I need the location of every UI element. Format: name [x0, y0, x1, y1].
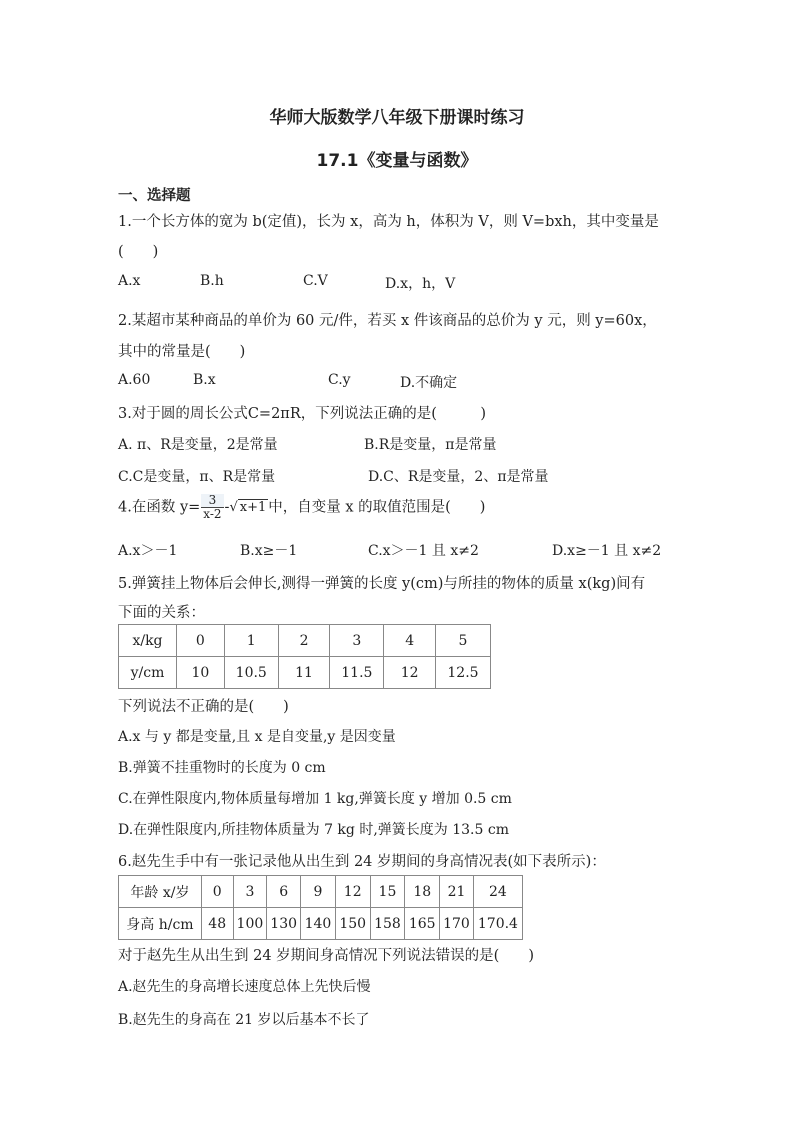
q4-prefix: 4.在函数 y=	[118, 499, 201, 516]
table-cell: 10	[176, 657, 224, 689]
table-row	[119, 908, 523, 940]
q4-minus: -	[224, 499, 230, 516]
q4-sqrt: √ x+1	[229, 500, 267, 515]
q4-fraction	[201, 494, 223, 521]
q4-text	[118, 494, 485, 521]
q4-option-b: B.x≥－1	[240, 543, 298, 559]
q3-option-a: A. π、R是变量，2是常量	[118, 437, 278, 453]
page-title: 华师大版数学八年级下册课时练习	[269, 108, 525, 128]
table-cell: 170	[440, 908, 474, 940]
q1-option-a: A.x	[118, 273, 141, 289]
height-table	[118, 875, 523, 940]
table-cell: 165	[405, 908, 440, 940]
table-cell: 0	[176, 625, 224, 657]
q6-text-line2: 对于赵先生从出生到 24 岁期间身高情况下列说法错误的是( )	[118, 948, 534, 964]
table-cell: 21	[440, 876, 474, 908]
table-cell: 158	[370, 908, 405, 940]
section-heading: 一、选择题	[118, 188, 191, 204]
table-cell: x/kg	[119, 625, 177, 657]
spring-table	[118, 624, 491, 689]
table-cell: 150	[335, 908, 370, 940]
table-cell: 1	[224, 625, 278, 657]
q2-option-d: D.不确定	[400, 375, 458, 391]
q6-option-a: A.赵先生的身高增长速度总体上先快后慢	[118, 979, 371, 995]
table-cell: 11	[278, 657, 330, 689]
q3-option-c: C.C是变量，π、R是常量	[118, 469, 276, 485]
table-cell: 3	[233, 876, 267, 908]
table-cell: 4	[384, 625, 436, 657]
table-cell: 年龄 x/岁	[119, 876, 202, 908]
q2-option-a: A.60	[118, 372, 151, 388]
q3-option-b: B.R是变量，π是常量	[364, 437, 497, 453]
q3-text: 3.对于圆的周长公式C=2πR，下列说法正确的是( )	[118, 406, 487, 422]
q5-option-c: C.在弹性限度内,物体质量每增加 1 kg,弹簧长度 y 增加 0.5 cm	[118, 791, 512, 807]
q1-text-line1: 1.一个长方体的宽为 b(定值)，长为 x，高为 h，体积为 V，则 V=bxh，其中变量是	[118, 214, 659, 230]
table-cell: 24	[473, 876, 522, 908]
table-cell: 10.5	[224, 657, 278, 689]
table-cell: 18	[405, 876, 440, 908]
q6-text-line1: 6.赵先生手中有一张记录他从出生到 24 岁期间的身高情况表(如下表所示)：	[118, 854, 606, 870]
q4-option-c: C.x＞－1 且 x≠2	[368, 543, 479, 559]
q5-option-d: D.在弹性限度内,所挂物体质量为 7 kg 时,弹簧长度为 13.5 cm	[118, 822, 509, 838]
q4-fraction-numerator: 3	[201, 494, 223, 508]
q2-text-line2: 其中的常量是( )	[118, 344, 246, 360]
table-cell: 130	[267, 908, 301, 940]
q5-text-line3: 下列说法不正确的是( )	[118, 699, 289, 715]
table-cell: 6	[267, 876, 301, 908]
table-cell: 3	[330, 625, 384, 657]
table-cell: 12.5	[435, 657, 490, 689]
table-cell: 12	[384, 657, 436, 689]
q2-text-line1: 2.某超市某种商品的单价为 60 元/件，若买 x 件该商品的总价为 y 元，则 y=60x，	[118, 313, 657, 329]
table-cell: 2	[278, 625, 330, 657]
table-cell: 身高 h/cm	[119, 908, 202, 940]
lesson-subtitle: 17.1《变量与函数》	[316, 151, 478, 171]
q4-suffix: 中，自变量 x 的取值范围是( )	[268, 499, 486, 516]
table-row	[119, 625, 491, 657]
table-cell: 12	[335, 876, 370, 908]
table-row	[119, 876, 523, 908]
table-cell: 140	[301, 908, 336, 940]
q5-option-a: A.x 与 y 都是变量,且 x 是自变量,y 是因变量	[118, 729, 396, 745]
q6-option-b: B.赵先生的身高在 21 岁以后基本不长了	[118, 1012, 370, 1028]
q1-text-line2: ( )	[118, 244, 159, 260]
q3-option-d: D.C、R是变量，2、π是常量	[368, 469, 549, 485]
table-cell: 15	[370, 876, 405, 908]
q5-option-b: B.弹簧不挂重物时的长度为 0 cm	[118, 760, 326, 776]
q4-option-d: D.x≥－1 且 x≠2	[552, 543, 662, 559]
q5-text-line2: 下面的关系：	[118, 605, 205, 621]
q4-radicand: x+1	[239, 500, 267, 515]
q1-option-b: B.h	[200, 273, 224, 289]
table-cell: 9	[301, 876, 336, 908]
q1-option-d: D.x，h，V	[385, 276, 456, 292]
table-row	[119, 657, 491, 689]
table-cell: 100	[233, 908, 267, 940]
table-cell: 5	[435, 625, 490, 657]
table-cell: 0	[201, 876, 233, 908]
table-cell: 48	[201, 908, 233, 940]
q5-text-line1: 5.弹簧挂上物体后会伸长,测得一弹簧的长度 y(cm)与所挂的物体的质量 x(kg)间有	[118, 576, 646, 592]
table-cell: y/cm	[119, 657, 177, 689]
table-cell: 170.4	[473, 908, 522, 940]
q2-option-b: B.x	[193, 372, 216, 388]
q4-option-a: A.x＞－1	[118, 543, 178, 559]
q4-fraction-denominator: x-2	[203, 507, 222, 521]
table-cell: 11.5	[330, 657, 384, 689]
q2-option-c: C.y	[328, 372, 351, 388]
q1-option-c: C.V	[303, 273, 328, 289]
